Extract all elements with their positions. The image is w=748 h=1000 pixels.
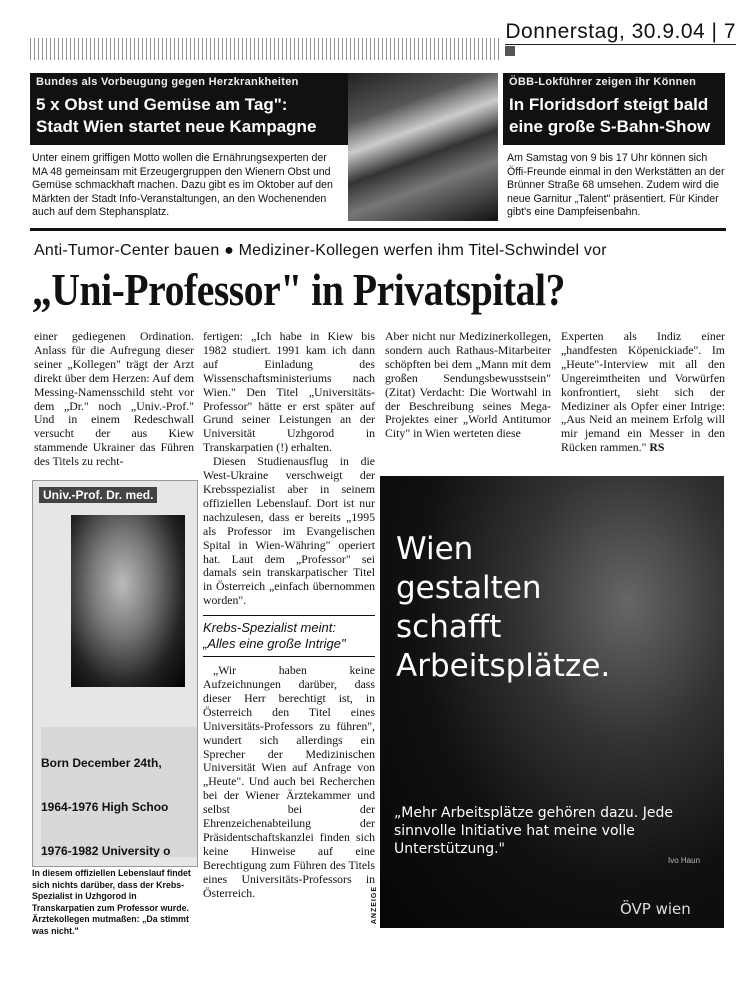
article-headline: „Uni-Professor" in Privatspital? — [32, 265, 565, 315]
teaser-right-body: Am Samstag von 9 bis 17 Uhr können sich Öffi-Freunde einmal in den Werkstätten an der Brünner Straße 68 umsehen. Zudem wird die neue Garnitur „Talent" präsentiert. Für Kinder gibt's eine Dampfeisenbahn. — [507, 152, 725, 219]
ad-slogan: Wien gestalten schafft Arbeitsplätze. — [396, 531, 611, 684]
teaser-right-kicker: ÖBB-Lokführer zeigen ihr Können — [509, 76, 697, 88]
teaser-left-kicker: Bundes als Vorbeugung gegen Herzkrankheiten — [36, 76, 299, 88]
col4-text — [561, 330, 725, 455]
subhead-line-1: Krebs-Spezialist meint: — [203, 620, 336, 636]
col2-text-a: fertigen: „Ich habe in Kiew bis 1982 studiert. 1991 kam ich dann auf Einladung des Wissenschaftsministeriums nach Wien." Den Titel „Universitäts-Professor" hätte er erst später auf Grund seiner Leistungen an der Universität Uzhgorod in Transkarpatien (!) erhalten. — [203, 329, 375, 455]
article-col-4 — [561, 330, 725, 455]
teaser-right-title-1: In Floridsdorf steigt bald — [509, 95, 709, 114]
article-col-1 — [34, 330, 194, 469]
col2-subhead — [203, 615, 375, 657]
section-rule — [30, 228, 726, 231]
cv-lines — [41, 727, 197, 857]
cv-line: 1964-1976 High Schoo — [41, 799, 169, 814]
cv-caption: In diesem offiziellen Lebenslauf findet sich nichts darüber, dass der Krebs-Spezialist in Uzhgorod in Transkarpatien zum Professor wurde. Ärztekollegen mutmaßen: „Da stimmt was nicht." — [32, 868, 191, 936]
col2-text-c: „Wir haben keine Aufzeichnungen darüber, dass dieser Herr berechtigt ist, in Österreich den Titel eines Universitäts-Professors zu führen", wundert sich allerdings ein Sprecher der Medizinischen Universität Wien auf Anfrage von „Heute". Und auch bei Recherchen bei der Wiener Ärztekammer und selbst bei der Ehrenzeichenabteilung der Präsidentschaftskanzlei finden sich keine Hinweise auf eine Berechtigung zum Führen des Titels eines Universitäts-Professors in Österreich. — [203, 663, 375, 900]
col4-body: Experten als Indiz einer „handfesten Köpenickiade". Im „Heute"-Interview mit all den Ungereimtheiten und Vorwürfen konfrontiert, sieht sich der Mediziner als Opfer einer Intrige: „Aus Neid an meinem Erfolg will mir jemand ein Messer in den Rücken rammen." — [561, 329, 725, 455]
portrait-photo — [71, 515, 185, 687]
article-kicker: Anti-Tumor-Center bauen ● Mediziner-Kollegen werfen ihm Titel-Schwindel vor — [34, 242, 607, 259]
ad-quote: „Mehr Arbeitsplätze gehören dazu. Jede sinnvolle Initiative hat meine volle Unterstützung." — [394, 805, 673, 857]
article-author: RS — [649, 440, 665, 455]
teaser-left-banner — [30, 73, 348, 145]
teaser-right-title-2: eine große S-Bahn-Show — [509, 117, 711, 136]
issue-date: Donnerstag, 30.9.04 | 7 — [505, 20, 736, 43]
cv-line: Born December 24th, — [41, 756, 162, 771]
teaser-left-title-2: Stadt Wien startet neue Kampagne — [36, 117, 317, 136]
cv-line: 1976-1982 University o — [41, 843, 171, 857]
cv-image — [32, 480, 198, 867]
cv-title: Univ.-Prof. Dr. med. — [39, 487, 157, 503]
article-col-3 — [385, 330, 551, 441]
advertisement — [380, 476, 724, 928]
teaser-photo — [348, 73, 498, 221]
col3-text: Aber nicht nur Medizinerkollegen, sondern auch Rathaus-Mitarbeiter schöpften bei dem „Mann mit dem großen Sendungsbewusstsein" (Zitat) Verdacht: Die Wortwahl in der Beschreibung seines Mega-Projektes einer „World Antitumor City" in Wien werteten diese — [385, 329, 551, 441]
col1-text: einer gediegenen Ordination. Anlass für die Aufregung dieser seiner „Kollegen" trägt der Arzt direkt über dem Herzen: Auf dem Messing-Namensschild steht vor dem „Dr." noch „Univ.-Prof." Und in einem Redeschwall versucht der aus Kiew stammende Ukrainer das Führen des Titels zu recht- — [34, 329, 194, 469]
ad-vertical-label: ANZEIGE — [371, 886, 378, 925]
ad-logo: ÖVP wien — [620, 900, 691, 918]
teaser-left-body: Unter einem griffigen Motto wollen die Ernährungsexperten der MA 48 gemeinsam mit Erzeugergruppen den Wienern Obst und Gemüse schmackhaft machen. Dazu gibt es im Oktober auf den Märkten der Stadt Info-Veranstaltungen, an den Wochenenden auch auf dem Stephansplatz. — [32, 152, 333, 219]
header-mark — [505, 46, 515, 56]
ad-signature: Ivo Haun — [668, 856, 701, 865]
subhead-line-2: „Alles eine große Intrige" — [203, 636, 346, 652]
teaser-right-banner — [503, 73, 725, 145]
article-col-2 — [203, 330, 375, 901]
header-hatching — [30, 38, 500, 60]
teaser-left-title-1: 5 x Obst und Gemüse am Tag": — [36, 95, 288, 114]
col2-text-b: Diesen Studienausflug in die West-Ukraine verschweigt der Krebsspezialist aber in seinem offiziellen Lebenslauf. Dort ist nur nachzulesen, dass er bereits „1995 als Professor im Evangelischen Spital in Wien-Währing" operiert hat. Laut dem „Professor" sei damals sein transkarpatischer Titel in Österreich „einfach übernommen worden". — [203, 454, 375, 608]
